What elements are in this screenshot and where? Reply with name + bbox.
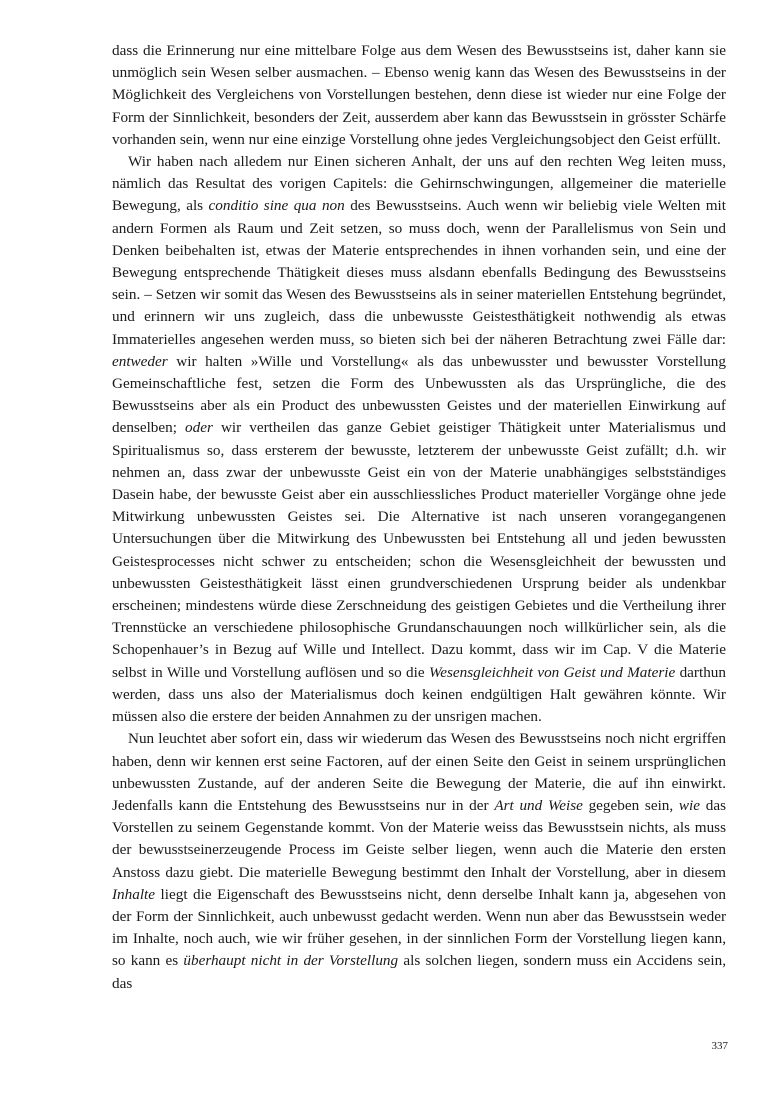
paragraph	[112, 40, 726, 151]
text-run: als solchen liegen, sondern muss ein Accidens sein, das	[112, 952, 726, 992]
text-run: des Bewusstseins. Auch wenn wir beliebig viele Welten mit andern Formen als Raum und Zeit setzen, so muss doch, wenn der Parallelismus von Sein und Denken beibehalten ist, etwas der Materie entsprechendes in ihnen vorhanden sein, und eine der Bewegung entsprechende Thätigkeit dieses muss alsdann ebenfalls Bedingung des Bewusstseins sein. – Setzen wir somit das Wesen des Bewusstseins als in seiner materiellen Entstehung begründet, und erinnern wir uns zugleich, dass die unbewusste Geistesthätigkeit nothwendig als etwas Immaterielles angesehen werden muss, so bieten sich bei der näheren Betrachtung zwei Fälle dar:	[112, 197, 726, 348]
page-number: 337	[711, 1040, 728, 1052]
italic-text: oder	[185, 419, 213, 437]
text-run: Wir haben nach alledem nur Einen sicheren Anhalt, der uns auf den rechten Weg leiten muss, nämlich das Resultat des vorigen Capitels: die Gehirnschwingungen, allgemeiner die materielle Bewegung, als	[112, 153, 726, 215]
paragraph	[112, 151, 726, 728]
text-run: das Vorstellen zu seinem Gegenstande kommt. Von der Materie weiss das Bewusstsein nichts, als muss der bewusstseinerzeugende Process im Geiste selber liegen, wenn auch die Materie den ersten Anstoss dazu giebt. Die materielle Bewegung bestimmt den Inhalt der Vorstellung, aber in diesem	[112, 796, 726, 881]
text-run: wir halten »Wille und Vorstellung« als das unbewusster und bewusster Vorstellung Gemeinschaftliche fest, setzen die Form des Unbewussten als das Ursprüngliche, die des Bewusstseins aber als ein Product des unbewussten Geistes und der materiellen Einwirkung auf denselben;	[112, 352, 726, 437]
italic-text: Art und Weise	[494, 796, 583, 814]
text-run: Nun leuchtet aber sofort ein, dass wir wiederum das Wesen des Bewusstseins noch nicht ergriffen haben, denn wir kennen erst seine Factoren, auf der einen Seite den Geist in seinem ursprünglichen unbewussten Zustande, auf der anderen Seite die Bewegung der Materie, die auf ihn einwirkt. Jedenfalls kann die Entstehung des Bewusstseins nur in der	[112, 730, 726, 814]
text-run: liegt die Eigenschaft des Bewusstseins nicht, denn derselbe Inhalt kann ja, abgesehen von der Form der Sinnlichkeit, auch unbewusst gedacht werden. Wenn nun aber das Bewusstsein weder im Inhalte, noch auch, wie wir früher gesehen, in der sinnlichen Form der Vorstellung liegen kann, so kann es	[112, 885, 726, 970]
body-text	[112, 40, 726, 995]
italic-text: conditio sine qua non	[208, 197, 345, 215]
italic-text: überhaupt nicht in der Vorstellung	[183, 952, 399, 970]
italic-text: entweder	[112, 352, 168, 370]
paragraph	[112, 728, 726, 994]
text-run: dass die Erinnerung nur eine mittelbare Folge aus dem Wesen des Bewusstseins ist, daher kann sie unmöglich sein Wesen selber ausmachen. – Ebenso wenig kann das Wesen des Bewusstseins in der Möglichkeit des Vergleichens von Vorstellungen bestehen, denn diese ist wieder nur eine Folge der Form der Sinnlichkeit, besonders der Zeit, ausserdem aber kann das Bewusstsein in grösster Schärfe vorhanden sein, wenn nur eine einzige Vorstellung ohne jedes Vergleichungsobject den Geist erfüllt.	[112, 42, 726, 148]
italic-text: wie	[678, 796, 701, 814]
text-run: gegeben sein,	[582, 796, 679, 814]
italic-text: Inhalte	[112, 885, 156, 903]
text-run: darthun werden, dass uns also der Materialismus doch keinen endgültigen Halt gewähren könnte. Wir müssen also die erstere der beiden Annahmen zu der unsrigen machen.	[112, 663, 726, 726]
italic-text: Wesensgleichheit von Geist und Materie	[428, 663, 676, 681]
text-run: wir vertheilen das ganze Gebiet geistiger Thätigkeit unter Materialismus und Spiritualismus so, dass ersterem der bewusste, letzterem der unbewusste Geist zufällt; d.h. wir nehmen an, dass zwar der unbewusste Geist ein von der Materie unabhängiges selbstständiges Dasein habe, der bewusste Geist aber ein ausschliessliches Product materieller Vorgänge ohne jede Mitwirkung unbewussten Geistes sei. Die Alternative ist nach unseren vorangegangenen Untersuchungen über die Mitwirkung des Unbewussten bei Entstehung all und jeden bewussten Geistesprocesses nicht schwer zu entscheiden; schon die Wesensgleichheit der bewussten und unbewussten Geistesthätigkeit lässt einen grundverschiedenen Ursprung beider als undenkbar erscheinen; mindestens würde diese Zerschneidung des geistigen Gebietes und die Vertheilung ihrer Trennstücke an verschiedene philosophische Grundanschauungen noch willkürlicher sein, als die Schopenhauer’s in Bezug auf Wille und Intellect. Dazu kommt, dass wir im Cap. V die Materie selbst in Wille und Vorstellung auflösen und so die	[112, 419, 727, 681]
